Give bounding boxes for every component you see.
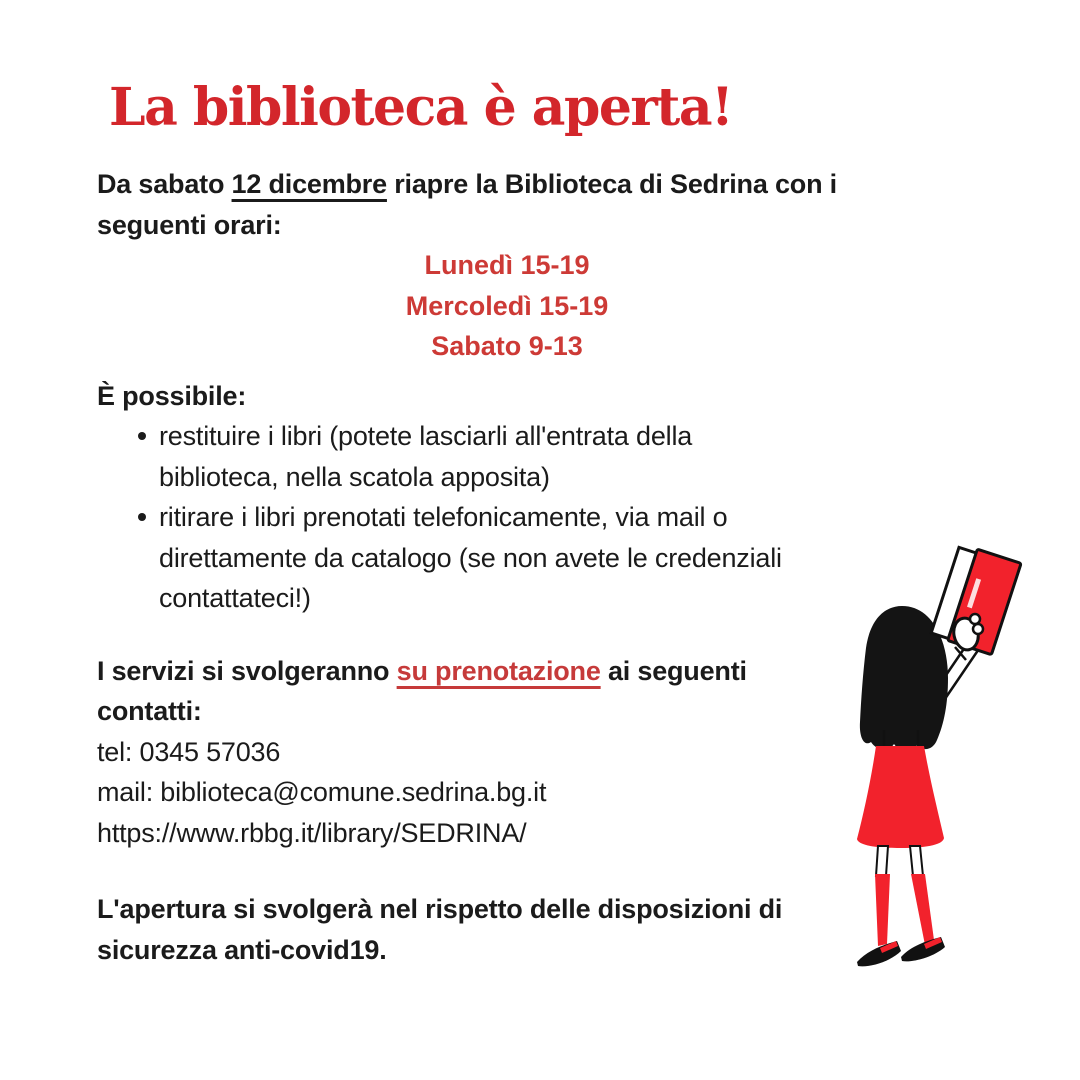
booking-required-highlight: su prenotazione: [396, 655, 601, 686]
contact-url: https://www.rbbg.it/library/SEDRINA/: [97, 817, 527, 848]
intro-paragraph: [97, 164, 969, 245]
bullet-dot-icon: [138, 513, 146, 521]
services-paragraph: [97, 651, 969, 732]
book-spine-mark: [967, 578, 981, 608]
bullet-list: [97, 416, 969, 619]
contact-tel: tel: 0345 57036: [97, 736, 281, 767]
contact-mail: mail: biblioteca@comune.sedrina.bg.it: [97, 777, 547, 807]
bullet-text: ritirare i libri prenotati telefonicamente, via mail o direttamente da catalogo (se non avete le credenziali contattateci!): [159, 502, 782, 613]
flyer-content: [97, 78, 969, 970]
bullet-text: restituire i libri (potete lasciarli all'entrata della biblioteca, nella scatola apposita): [159, 421, 693, 492]
intro-prefix: Da sabato: [97, 169, 232, 199]
page-title: La biblioteca è aperta!: [109, 77, 733, 138]
intro-suffix: riapre la Biblioteca di Sedrina con i seguenti orari:: [97, 169, 837, 240]
safety-note: L'apertura si svolgerà nel rispetto delle disposizioni di sicurezza anti-covid19.: [97, 894, 783, 965]
hours-monday: Lunedì 15-19: [424, 250, 590, 280]
bullet-item-return-books: [97, 416, 969, 497]
services-suffix: ai seguenti contatti:: [97, 655, 747, 726]
services-prefix: I servizi si svolgeranno: [97, 655, 397, 686]
finger: [973, 624, 983, 634]
opening-hours: [97, 245, 917, 367]
possible-heading: È possibile:: [97, 380, 247, 411]
hours-wednesday: Mercoledì 15-19: [405, 290, 609, 321]
bullet-item-pickup-books: [97, 497, 969, 619]
finger: [970, 614, 980, 624]
hours-saturday: Sabato 9-13: [431, 331, 583, 361]
reopening-date: 12 dicembre: [231, 169, 387, 199]
bullet-dot-icon: [138, 432, 146, 440]
